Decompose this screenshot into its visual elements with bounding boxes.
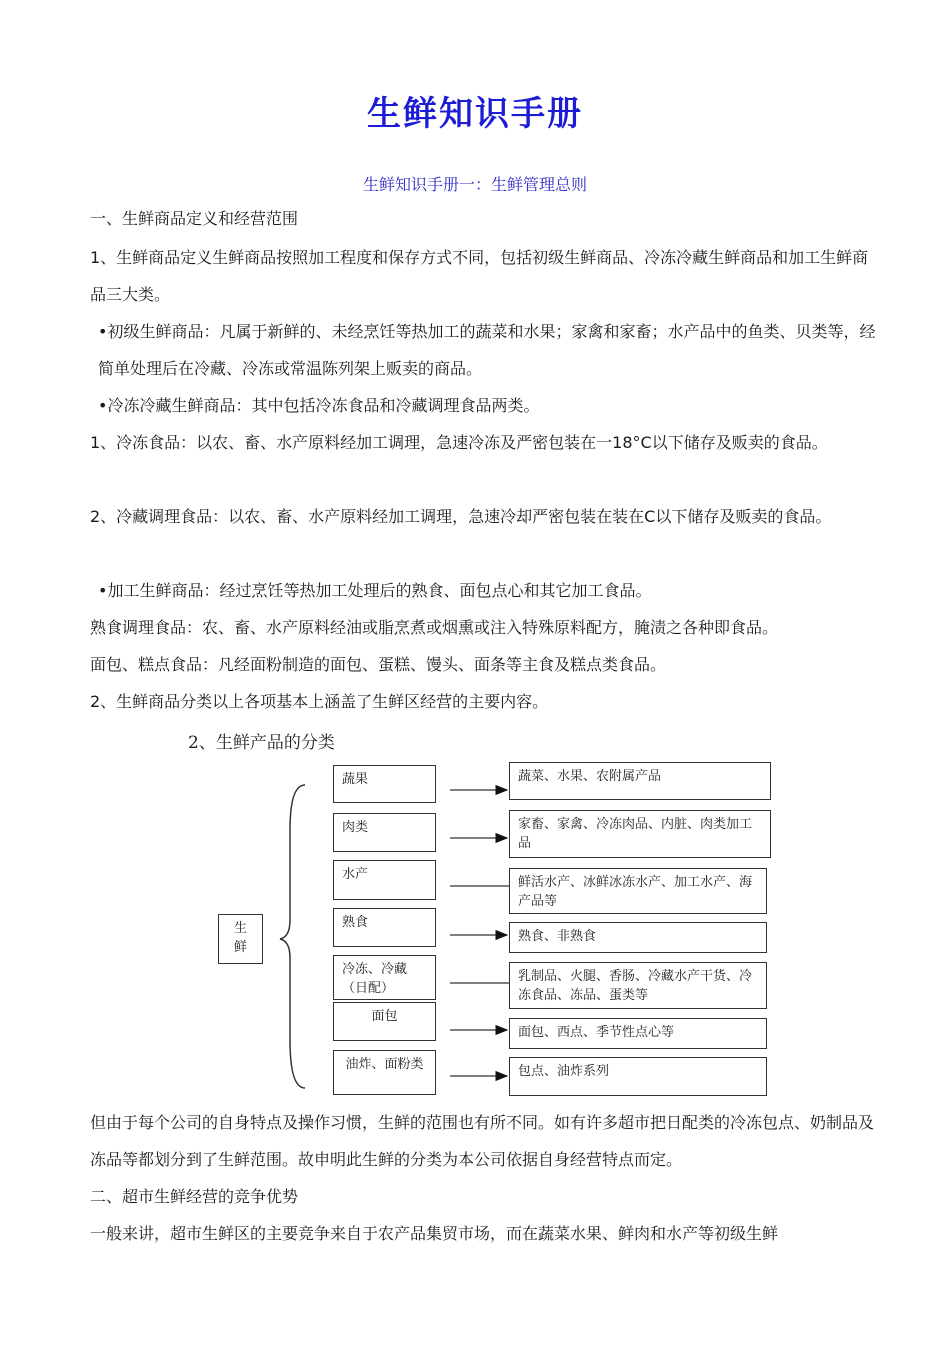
- diagram-root-label: 生鲜: [233, 921, 247, 955]
- item-box: [509, 1018, 767, 1049]
- category-label: 油炸、面粉类: [345, 1057, 424, 1072]
- section-heading: 一、生鲜商品定义和经营范围: [90, 209, 299, 228]
- section-heading: 二、超市生鲜经营的竞争优势: [90, 1187, 299, 1206]
- item-label: 面包、西点、季节性点心等: [518, 1025, 675, 1040]
- category-box: [333, 765, 436, 803]
- paragraph: 2、冷藏调理食品：以农、畜、水产原料经加工调理，急速冷却严密包装在装在C以下储存及贩卖的食品。: [90, 507, 832, 526]
- item-label: 乳制品、火腿、香肠、冷藏水产干货、冷冻食品、冻品、蛋类等: [518, 969, 753, 1003]
- document-title: 生鲜知识手册: [367, 94, 583, 134]
- item-label: 熟食、非熟食: [518, 929, 597, 944]
- item-box: [509, 762, 771, 800]
- category-label: 面包: [371, 1009, 398, 1024]
- item-label: 包点、油炸系列: [518, 1064, 610, 1079]
- category-box: [333, 813, 436, 852]
- brace-icon: [280, 785, 305, 1088]
- item-box: [509, 810, 771, 858]
- category-box: [333, 1050, 436, 1095]
- paragraph: 1、生鲜商品定义生鲜商品按照加工程度和保存方式不同，包括初级生鲜商品、冷冻冷藏生鲜商品和加工生鲜商品三大类。: [90, 248, 869, 304]
- category-box: [333, 860, 436, 900]
- diagram-title: 2、生鲜产品的分类: [188, 733, 335, 753]
- category-label: 肉类: [342, 820, 369, 835]
- paragraph: 但由于每个公司的自身特点及操作习惯，生鲜的范围也有所不同。如有许多超市把日配类的冷冻包点、奶制品及冻品等都划分到了生鲜范围。故申明此生鲜的分类为本公司依据自身经营特点而定。: [90, 1113, 875, 1169]
- category-box: [333, 908, 436, 947]
- category-label: 熟食: [342, 915, 369, 930]
- item-box: [509, 1057, 767, 1096]
- paragraph: •冷冻冷藏生鲜商品：其中包括冷冻食品和冷藏调理食品两类。: [98, 396, 540, 415]
- item-box: [509, 868, 767, 914]
- paragraph: 1、冷冻食品：以农、畜、水产原料经加工调理，急速冷冻及严密包装在一18°C以下储存及贩卖的食品。: [90, 433, 828, 452]
- category-box: [333, 955, 436, 1000]
- item-label: 蔬菜、水果、农附属产品: [518, 769, 662, 784]
- paragraph: 2、生鲜商品分类以上各项基本上涵盖了生鲜区经营的主要内容。: [90, 692, 549, 711]
- paragraph: 面包、糕点食品：凡经面粉制造的面包、蛋糕、馒头、面条等主食及糕点类食品。: [90, 655, 667, 674]
- item-label: 鲜活水产、冰鲜冰冻水产、加工水产、海产品等: [518, 875, 753, 909]
- category-label: 水产: [342, 867, 369, 882]
- item-box: [509, 922, 767, 953]
- paragraph: •加工生鲜商品：经过烹饪等热加工处理后的熟食、面包点心和其它加工食品。: [98, 581, 652, 600]
- category-box: [333, 1002, 436, 1041]
- item-label: 家畜、家禽、冷冻肉品、内脏、肉类加工品: [518, 817, 753, 851]
- item-box: [509, 962, 767, 1009]
- paragraph: •初级生鲜商品：凡属于新鲜的、未经烹饪等热加工的蔬菜和水果；家禽和家畜；水产品中的鱼类、贝类等，经简单处理后在冷藏、冷冻或常温陈列架上贩卖的商品。: [98, 322, 876, 378]
- category-label: 蔬果: [342, 772, 369, 787]
- paragraph: 一般来讲，超市生鲜区的主要竞争来自于农产品集贸市场，而在蔬菜水果、鲜肉和水产等初级生鲜: [90, 1224, 779, 1243]
- paragraph: 熟食调理食品：农、畜、水产原料经油或脂烹煮或烟熏或注入特殊原料配方，腌渍之各种即食品。: [90, 618, 779, 637]
- category-label: 冷冻、冷藏（日配）: [342, 962, 408, 996]
- diagram-root-box: [218, 914, 263, 964]
- document-subtitle: 生鲜知识手册一：生鲜管理总则: [362, 175, 587, 194]
